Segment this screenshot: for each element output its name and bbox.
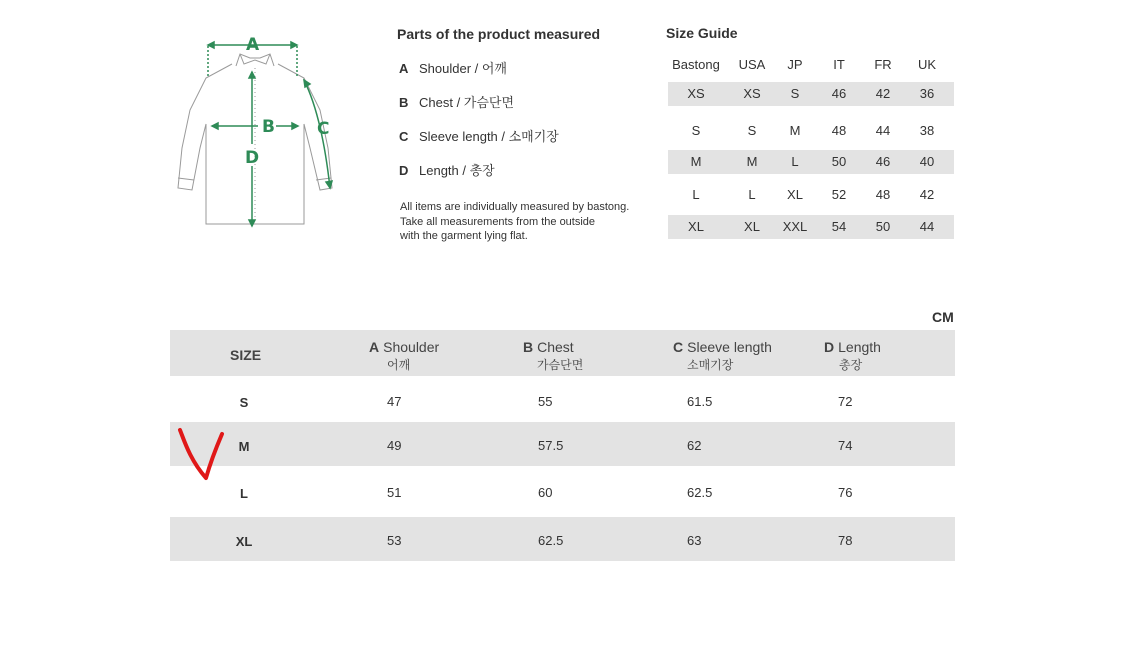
header-cell: IT bbox=[833, 57, 845, 72]
part-letter: D bbox=[399, 163, 409, 178]
column-subheader: 가슴단면 bbox=[537, 358, 584, 372]
table-cell: XS bbox=[743, 86, 761, 101]
size-guide-row bbox=[668, 150, 954, 174]
part-item-sleeve bbox=[399, 126, 559, 145]
table-cell: XL bbox=[744, 219, 760, 234]
table-cell: M bbox=[789, 123, 801, 138]
row-size: XL bbox=[235, 534, 253, 549]
table-cell: XXL bbox=[782, 219, 808, 234]
red-check-mark-icon bbox=[176, 426, 226, 484]
shoulder-value: 47 bbox=[387, 394, 402, 409]
diagram-label-a: A bbox=[246, 35, 260, 55]
unit-label: CM bbox=[932, 309, 954, 325]
diagram-label-d: D bbox=[245, 148, 260, 168]
sleeve-value: 63 bbox=[687, 533, 702, 548]
sleeve-value: 62.5 bbox=[687, 485, 713, 500]
table-cell: 48 bbox=[831, 123, 847, 138]
table-cell: 50 bbox=[875, 219, 891, 234]
sleeve-value: 62 bbox=[687, 438, 702, 453]
part-letter: C bbox=[399, 129, 409, 144]
chest-value: 55 bbox=[538, 394, 553, 409]
table-cell: L bbox=[748, 187, 756, 202]
diagram-label-b: B bbox=[262, 117, 275, 137]
header-cell: JP bbox=[787, 57, 803, 72]
table-row bbox=[170, 379, 955, 423]
column-header-length bbox=[824, 339, 881, 355]
header-cell: FR bbox=[874, 57, 892, 72]
column-header-shoulder bbox=[369, 339, 439, 355]
part-item-length bbox=[399, 160, 495, 179]
size-guide-row bbox=[668, 119, 954, 143]
table-cell: 36 bbox=[919, 86, 935, 101]
note-line: All items are individually measured by bastong. bbox=[400, 201, 630, 213]
table-cell: 46 bbox=[831, 86, 847, 101]
table-cell: 38 bbox=[919, 123, 935, 138]
size-header: SIZE bbox=[230, 347, 262, 363]
measurement-table-header bbox=[170, 330, 955, 376]
row-size: M bbox=[238, 439, 250, 454]
part-text: Sleeve length / 소매기장 bbox=[419, 129, 559, 144]
table-cell: S bbox=[747, 123, 757, 138]
column-header-chest bbox=[523, 339, 574, 355]
table-cell: XS bbox=[687, 86, 705, 101]
row-size: L bbox=[240, 486, 248, 501]
shoulder-value: 49 bbox=[387, 438, 402, 453]
part-text: Shoulder / 어깨 bbox=[419, 61, 507, 76]
size-guide-row bbox=[668, 215, 954, 239]
table-cell: XL bbox=[688, 219, 704, 234]
chest-value: 57.5 bbox=[538, 438, 564, 453]
note-line: Take all measurements from the outside bbox=[400, 215, 596, 228]
chest-value: 60 bbox=[538, 485, 553, 500]
length-value: 78 bbox=[838, 533, 853, 548]
size-guide-row bbox=[668, 183, 954, 207]
part-item-chest bbox=[399, 92, 514, 111]
column-letter: B bbox=[523, 339, 534, 355]
shoulder-value: 51 bbox=[387, 485, 402, 500]
measurement-table bbox=[170, 330, 955, 562]
column-name: Shoulder bbox=[383, 339, 440, 355]
table-cell: 44 bbox=[875, 123, 891, 138]
column-name: Chest bbox=[537, 339, 574, 355]
column-letter: D bbox=[824, 339, 835, 355]
table-cell: 40 bbox=[919, 154, 935, 169]
column-subheader: 소매기장 bbox=[687, 358, 734, 372]
column-name: Length bbox=[838, 339, 881, 355]
table-cell: 52 bbox=[831, 187, 847, 202]
table-cell: 54 bbox=[831, 219, 847, 234]
parts-title: Parts of the product measured bbox=[397, 26, 601, 42]
chest-value: 62.5 bbox=[538, 533, 564, 548]
size-guide-title: Size Guide bbox=[666, 25, 738, 41]
table-cell: 50 bbox=[831, 154, 847, 169]
table-row bbox=[170, 422, 955, 466]
table-cell: M bbox=[746, 154, 758, 169]
header-cell: USA bbox=[738, 57, 766, 72]
shoulder-value: 53 bbox=[387, 533, 402, 548]
table-cell: XL bbox=[787, 187, 803, 202]
table-cell: 46 bbox=[875, 154, 891, 169]
length-value: 74 bbox=[838, 438, 853, 453]
part-item-shoulder bbox=[399, 58, 507, 77]
part-text: Chest / 가슴단면 bbox=[419, 95, 515, 110]
table-cell: S bbox=[691, 123, 701, 138]
length-value: 72 bbox=[838, 394, 853, 409]
table-cell: M bbox=[690, 154, 702, 169]
part-letter: A bbox=[399, 61, 409, 76]
column-letter: C bbox=[673, 339, 684, 355]
size-guide-row bbox=[668, 82, 954, 106]
column-header-sleeve bbox=[673, 339, 772, 355]
length-value: 76 bbox=[838, 485, 853, 500]
table-cell: 44 bbox=[919, 219, 935, 234]
diagram-label-c: C bbox=[317, 119, 330, 139]
header-cell: Bastong bbox=[672, 57, 720, 72]
row-size: S bbox=[239, 395, 249, 410]
table-row bbox=[170, 517, 955, 561]
column-subheader: 총장 bbox=[839, 358, 863, 372]
table-row bbox=[170, 470, 955, 514]
part-letter: B bbox=[399, 95, 409, 110]
column-letter: A bbox=[369, 339, 380, 355]
table-cell: 42 bbox=[919, 187, 935, 202]
column-name: Sleeve length bbox=[687, 339, 772, 355]
table-cell: 42 bbox=[875, 86, 891, 101]
table-cell: L bbox=[791, 154, 799, 169]
measurement-note bbox=[400, 200, 640, 244]
garment-diagram bbox=[170, 28, 340, 233]
sleeve-value: 61.5 bbox=[687, 394, 713, 409]
size-guide-header bbox=[668, 53, 954, 77]
table-cell: L bbox=[692, 187, 700, 202]
table-cell: S bbox=[790, 86, 800, 101]
header-cell: UK bbox=[917, 57, 937, 72]
note-line: with the garment lying flat. bbox=[400, 230, 528, 242]
column-subheader: 어깨 bbox=[387, 358, 411, 372]
table-cell: 48 bbox=[875, 187, 891, 202]
part-text: Length / 총장 bbox=[419, 163, 495, 178]
